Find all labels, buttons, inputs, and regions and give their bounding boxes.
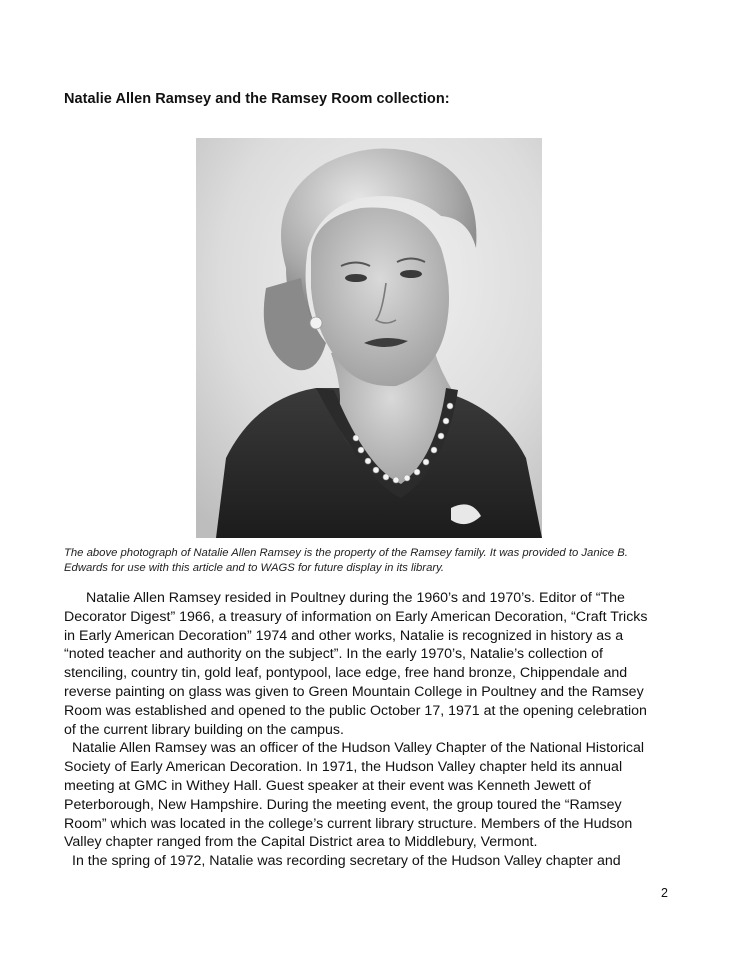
paragraph-line: reverse painting on glass was given to Green Mountain College in Poultney and the Ramsey — [64, 683, 644, 700]
paragraph-line: Room” which was located in the college’s current library structure. Members of the Hudson — [64, 815, 633, 832]
paragraph-line: Natalie Allen Ramsey resided in Poultney during the 1960’s and 1970’s. Editor of “The — [86, 590, 625, 606]
caption-line: Edwards for use with this article and to WAGS for future display in its library. — [64, 562, 445, 574]
paragraph-line: Natalie Allen Ramsey was an officer of the Hudson Valley Chapter of the National Historical — [72, 740, 644, 757]
article-body — [64, 589, 704, 871]
paragraph-line: Peterborough, New Hampshire. During the meeting event, the group toured the “Ramsey — [64, 796, 622, 813]
portrait-photo — [196, 138, 542, 538]
paragraph-line: Decorator Digest” 1966, a treasury of information on Early American Decoration, “Craft Tricks — [64, 608, 648, 625]
paragraph-line: stenciling, country tin, gold leaf, pontypool, lace edge, free hand bronze, Chippendale and — [64, 665, 628, 682]
paragraph-line: In the spring of 1972, Natalie was recording secretary of the Hudson Valley chapter and — [72, 853, 621, 870]
paragraph-line: in Early American Decoration” 1974 and other works, Natalie is recognized in history as a — [64, 627, 624, 644]
portrait-photo-icon — [196, 138, 542, 538]
document-heading: Natalie Allen Ramsey and the Ramsey Room collection: — [64, 91, 450, 107]
paragraph-line: “noted teacher and authority on the subject”. In the early 1970’s, Natalie’s collection of — [64, 646, 603, 663]
paragraph-line: Valley chapter ranged from the Capital District area to Middlebury, Vermont. — [64, 834, 538, 851]
photo-caption — [64, 546, 684, 576]
paragraph-line: of the current library building on the campus. — [64, 721, 344, 738]
paragraph-line: meeting at GMC in Withey Hall. Guest speaker at their event was Kenneth Jewett of — [64, 777, 591, 794]
paragraph-line: Room was established and opened to the public October 17, 1971 at the opening celebration — [64, 702, 647, 719]
page-number: 2 — [661, 886, 668, 900]
paragraph-line: Society of Early American Decoration. In 1971, the Hudson Valley chapter held its annual — [64, 759, 623, 776]
caption-line: The above photograph of Natalie Allen Ramsey is the property of the Ramsey family. It was provided to Janice B. — [64, 547, 628, 559]
